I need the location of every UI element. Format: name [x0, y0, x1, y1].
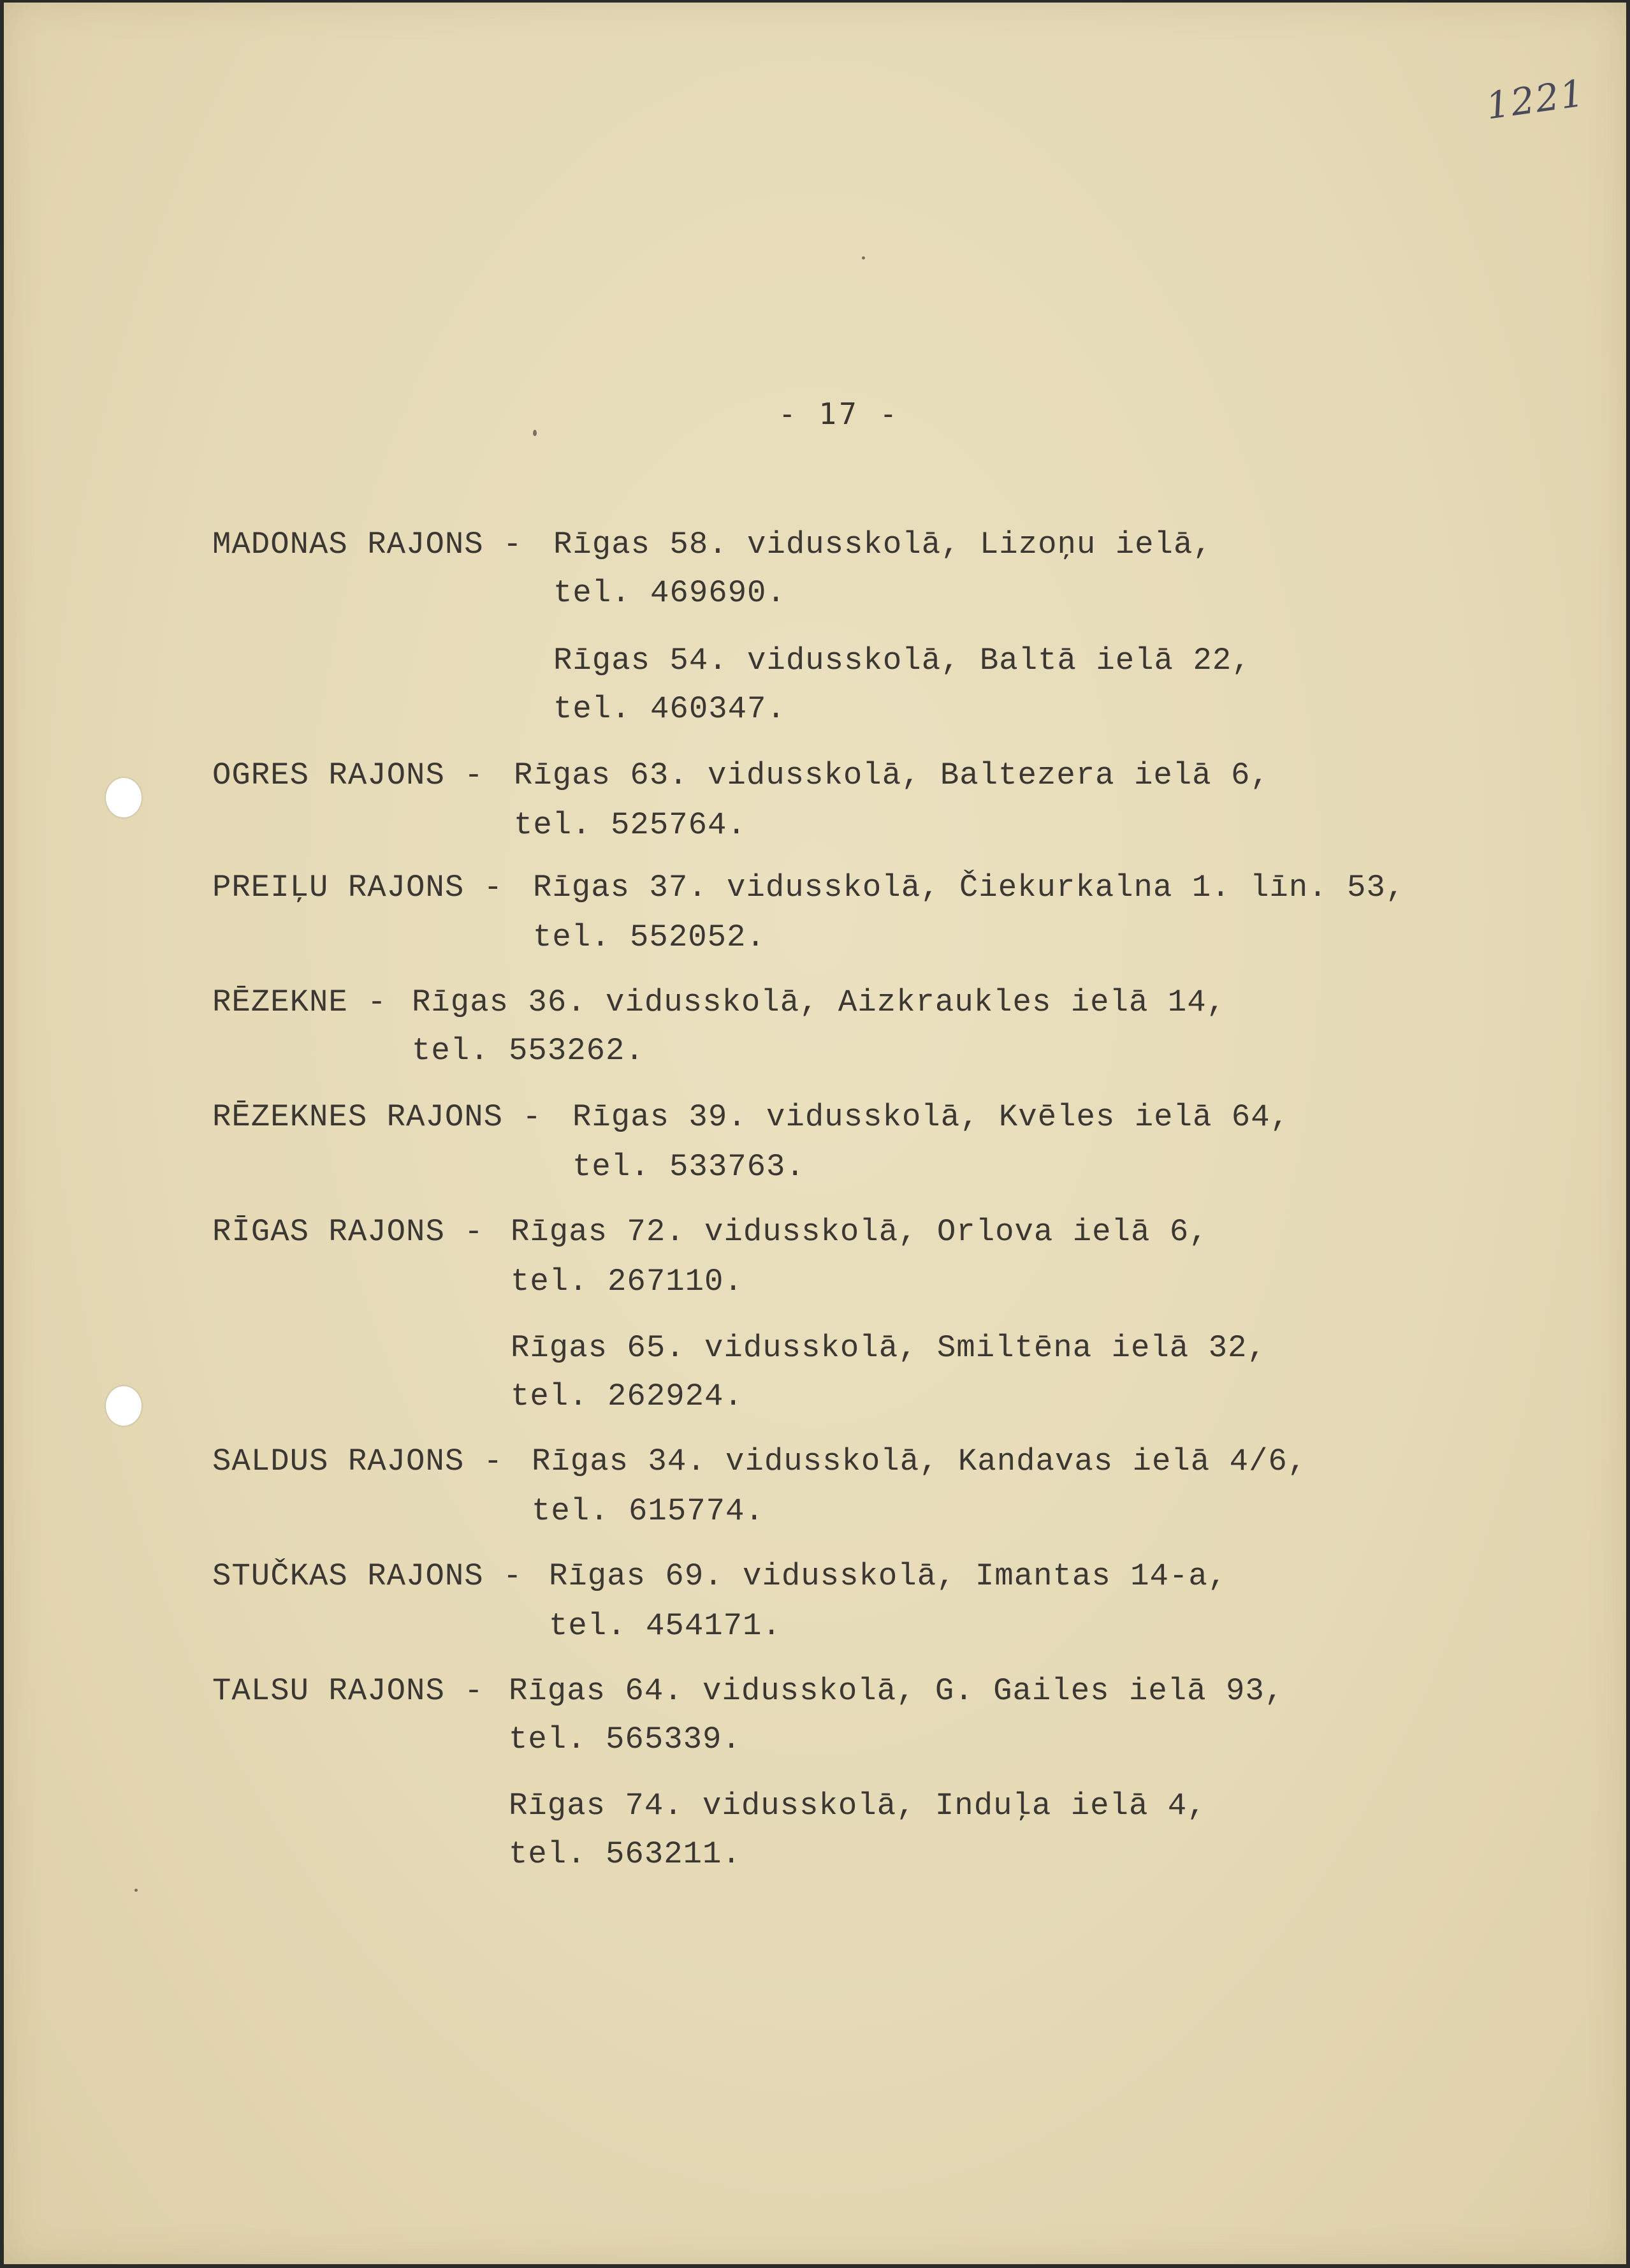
entry-line: tel. 563211. — [509, 1836, 741, 1872]
page-number: - 17 - — [778, 397, 900, 431]
entry-line: Rīgas 34. vidusskolā, Kandavas ielā 4/6, — [532, 1444, 1307, 1479]
entry-line: tel. 552052. — [533, 919, 766, 955]
entry-line: Rīgas 39. vidusskolā, Kvēles ielā 64, — [572, 1099, 1290, 1135]
entry-line: Rīgas 74. vidusskolā, Induļa ielā 4, — [509, 1788, 1207, 1824]
district-saldus: SALDUS RAJONS - — [212, 1444, 504, 1479]
document-page — [4, 3, 1626, 2264]
district-rezekne: RĒZEKNE - — [212, 984, 387, 1020]
entry-line: tel. 553262. — [412, 1033, 644, 1069]
district-rezeknes: RĒZEKNES RAJONS - — [212, 1099, 542, 1135]
entry-line: Rīgas 37. vidusskolā, Čiekurkalna 1. līn. 53, — [533, 870, 1406, 905]
district-madonas: MADONAS RAJONS - — [212, 527, 523, 562]
district-preilu: PREIĻU RAJONS - — [212, 870, 504, 905]
entry-line: tel. 469690. — [553, 575, 786, 611]
entry-line: tel. 267110. — [511, 1264, 743, 1299]
paper-speck — [135, 1889, 138, 1892]
entry-line: tel. 454171. — [549, 1608, 782, 1644]
entry-line: tel. 262924. — [511, 1379, 743, 1414]
paper-speck — [862, 256, 865, 260]
entry-line: Rīgas 64. vidusskolā, G. Gailes ielā 93, — [509, 1673, 1284, 1709]
punch-hole-lower — [106, 1386, 142, 1426]
district-stuckas: STUČKAS RAJONS - — [212, 1558, 523, 1594]
entry-line: tel. 460347. — [553, 691, 786, 727]
entry-line: Rīgas 63. vidusskolā, Baltezera ielā 6, — [514, 757, 1270, 793]
entry-line: Rīgas 54. vidusskolā, Baltā ielā 22, — [553, 643, 1251, 678]
entry-line: tel. 533763. — [572, 1149, 805, 1185]
entry-line: Rīgas 65. vidusskolā, Smiltēna ielā 32, — [511, 1330, 1267, 1366]
entry-line: tel. 565339. — [509, 1722, 741, 1757]
entry-line: Rīgas 36. vidusskolā, Aizkraukles ielā 14, — [412, 984, 1226, 1020]
paper-speck — [533, 430, 537, 436]
entry-line: Rīgas 72. vidusskolā, Orlova ielā 6, — [511, 1214, 1209, 1250]
entry-line: Rīgas 69. vidusskolā, Imantas 14-a, — [549, 1558, 1228, 1594]
handwritten-archive-number: 1221 — [1483, 71, 1588, 128]
entry-line: tel. 525764. — [514, 807, 746, 843]
entry-line: Rīgas 58. vidusskolā, Lizoņu ielā, — [553, 527, 1212, 562]
district-ogres: OGRES RAJONS - — [212, 757, 484, 793]
entry-line: tel. 615774. — [532, 1493, 764, 1529]
district-rigas: RĪGAS RAJONS - — [212, 1214, 484, 1250]
punch-hole-upper — [106, 778, 142, 817]
district-talsu: TALSU RAJONS - — [212, 1673, 484, 1709]
